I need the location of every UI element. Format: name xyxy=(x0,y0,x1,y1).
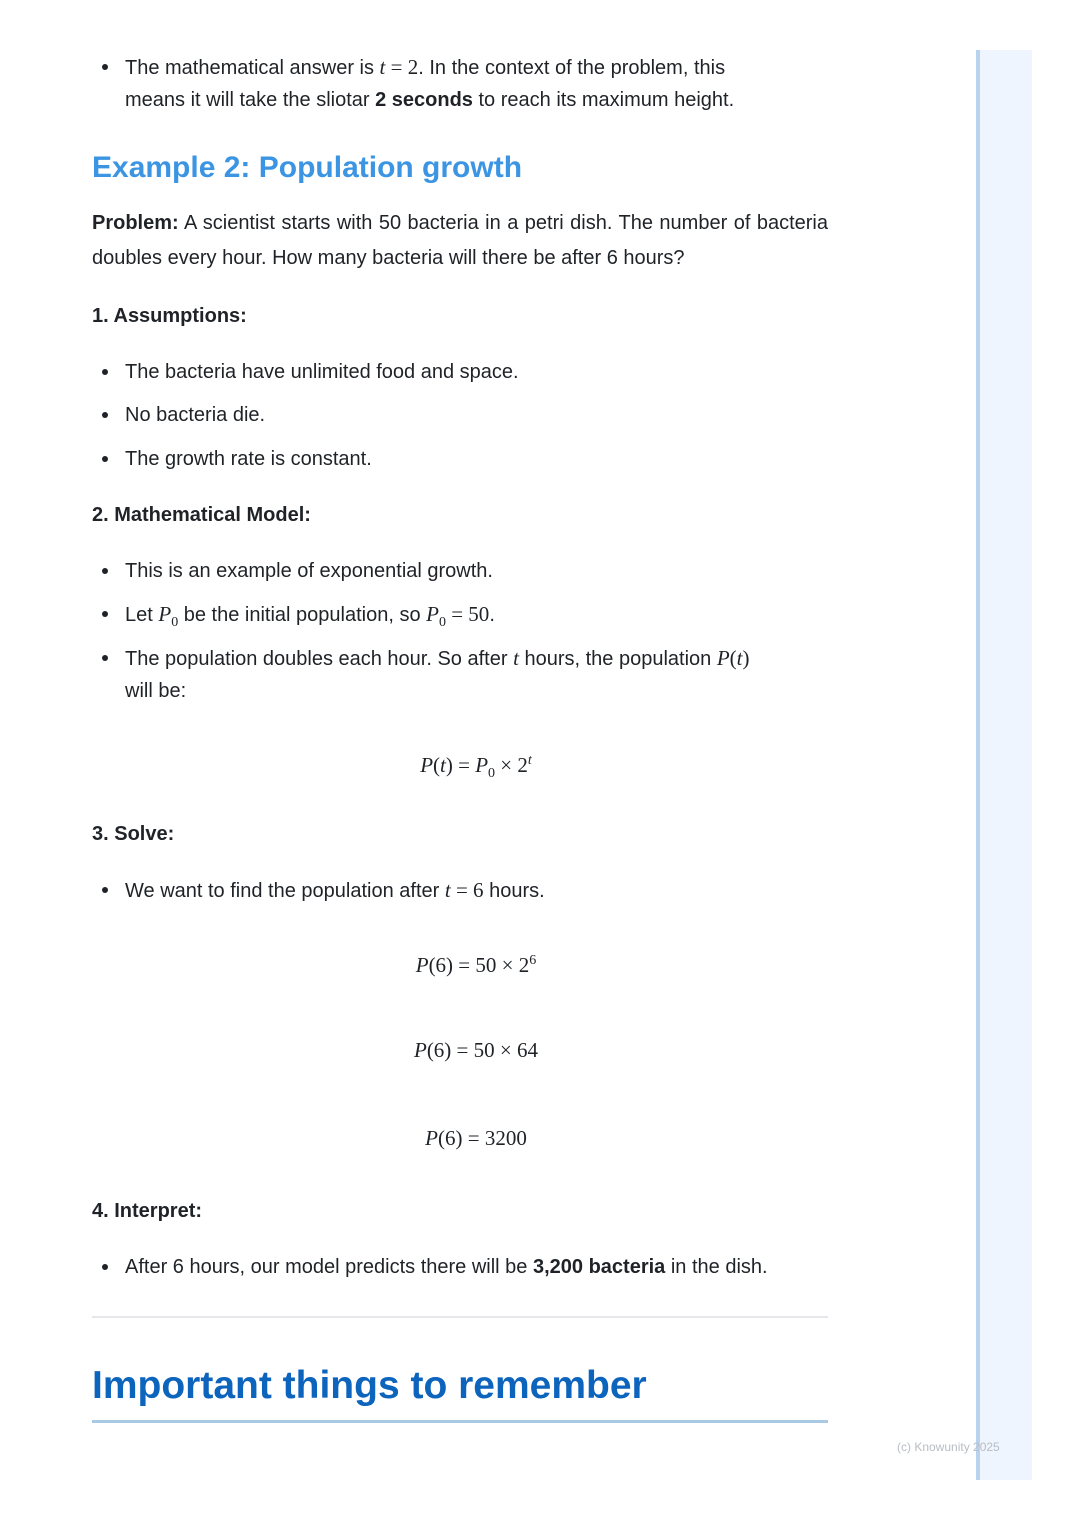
list-item: The bacteria have unlimited food and space. xyxy=(92,356,828,388)
equation-step-1: $P(6) = 50 \times 2^6$ xyxy=(415,953,537,977)
bullet-text: The mathematical answer is xyxy=(125,57,380,79)
section-heading: Important things to remember xyxy=(92,1364,647,1407)
bold-text: 3,200 bacteria xyxy=(532,1256,666,1278)
step-heading-model: 2. Mathematical Model: xyxy=(92,504,311,526)
equation-step-2: P(6) = 50 × 64 xyxy=(413,1038,538,1062)
bold-text: 2 seconds xyxy=(375,89,473,111)
side-margin-panel xyxy=(976,50,1032,1480)
problem-paragraph xyxy=(92,206,828,276)
step-heading-interpret: 4. Interpret: xyxy=(92,1200,203,1222)
example-heading: Example 2: Population growth xyxy=(92,151,523,184)
list-item xyxy=(92,51,828,116)
list-item: Let $P_0$ be the initial population, so $P_0 = 50$. xyxy=(92,598,828,639)
copyright-notice: (c) Knowunity 2025 xyxy=(897,1440,1000,1454)
list-item: The population doubles each hour. So after t hours, the population P(t) will be: xyxy=(92,642,828,707)
list-item: We want to find the population after t = 6 hours. xyxy=(92,874,828,907)
list-item: This is an example of exponential growth. xyxy=(92,555,828,587)
heading-underline xyxy=(92,1420,828,1423)
equation-model: $P(t) = P_0 \times 2^t$ xyxy=(420,753,532,782)
bullet-text: to reach its maximum height. xyxy=(472,89,735,111)
section-divider xyxy=(92,1316,828,1318)
problem-text: A scientist starts with 50 bacteria in a petri dish. The number of bacteria doubles every hour. How many bacteria will there be after 6 hours? xyxy=(92,212,828,269)
bullet-text: . In the context of the problem, this xyxy=(418,57,726,79)
math-variable: P xyxy=(158,602,172,626)
step-heading-solve: 3. Solve: xyxy=(92,823,175,845)
bullet-text: means it will take the sliotar xyxy=(125,89,376,111)
math-value: = 2 xyxy=(385,55,419,79)
equation-step-3: P(6) = 3200 xyxy=(425,1126,527,1150)
problem-label: Problem: xyxy=(92,212,179,234)
math-variable: t xyxy=(379,55,386,79)
list-item: After 6 hours, our model predicts there will be 3,200 bacteria in the dish. xyxy=(92,1251,828,1283)
list-item: The growth rate is constant. xyxy=(92,443,828,475)
step-heading-assumptions: 1. Assumptions: xyxy=(92,305,247,327)
list-item: No bacteria die. xyxy=(92,399,828,431)
math-variable: P xyxy=(426,602,439,626)
